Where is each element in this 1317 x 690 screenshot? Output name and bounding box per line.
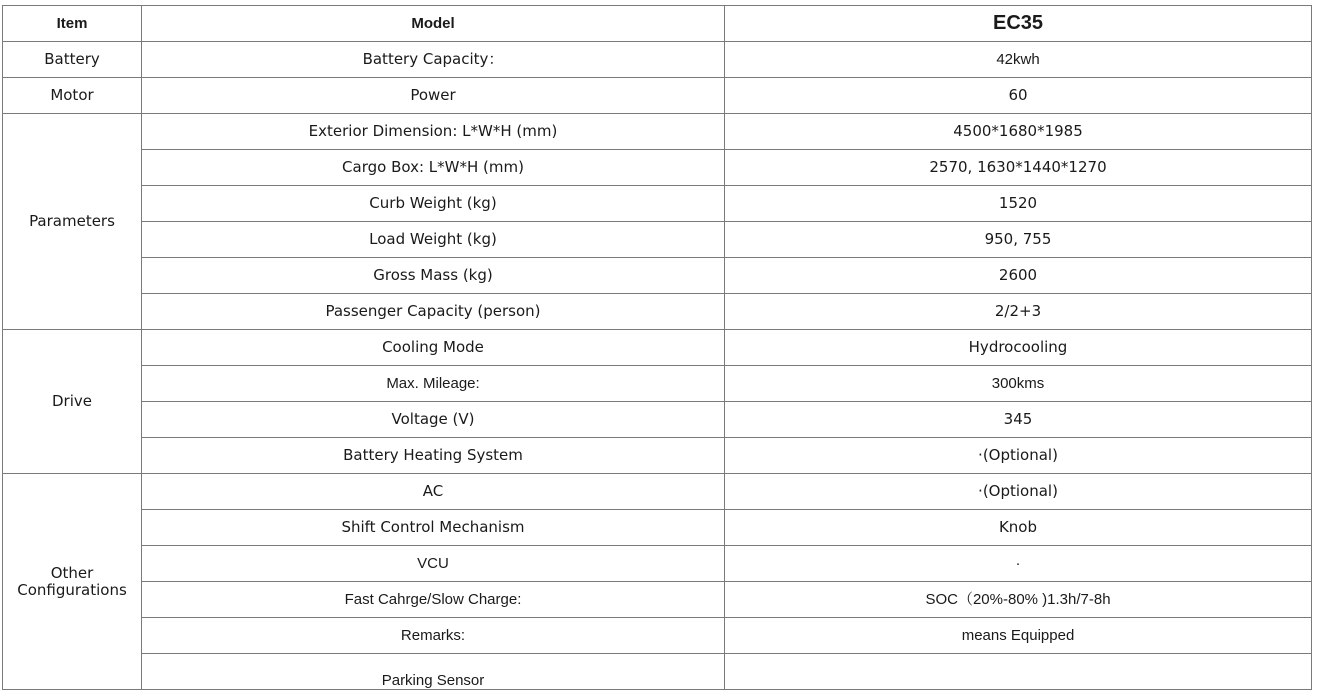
table-row bbox=[3, 114, 1312, 150]
table-row bbox=[3, 186, 1312, 222]
group-label-drive: Drive bbox=[3, 330, 142, 474]
table-row bbox=[3, 474, 1312, 510]
spec-label: Cargo Box: L*W*H (mm) bbox=[142, 150, 725, 186]
spec-value: 60 bbox=[725, 78, 1312, 114]
spec-label: AC bbox=[142, 474, 725, 510]
spec-label: Exterior Dimension: L*W*H (mm) bbox=[142, 114, 725, 150]
spec-value: 42kwh bbox=[725, 42, 1312, 78]
spec-label: Remarks: bbox=[142, 618, 725, 654]
header-model-name: EC35 bbox=[725, 6, 1312, 42]
spec-label: Passenger Capacity (person) bbox=[142, 294, 725, 330]
table-row bbox=[3, 366, 1312, 402]
table-row bbox=[3, 294, 1312, 330]
spec-value: SOC（20%-80% )1.3h/7-8h bbox=[725, 582, 1312, 618]
table-row bbox=[3, 654, 1312, 690]
spec-table bbox=[2, 5, 1312, 690]
spec-value: 2570, 1630*1440*1270 bbox=[725, 150, 1312, 186]
spec-value: 4500*1680*1985 bbox=[725, 114, 1312, 150]
group-label-motor: Motor bbox=[3, 78, 142, 114]
table-row bbox=[3, 258, 1312, 294]
spec-label: Voltage (V) bbox=[142, 402, 725, 438]
header-model: Model bbox=[142, 6, 725, 42]
header-row bbox=[3, 6, 1312, 42]
group-label-parameters: Parameters bbox=[3, 114, 142, 330]
table-row bbox=[3, 78, 1312, 114]
spec-value: 950, 755 bbox=[725, 222, 1312, 258]
spec-label: Battery Heating System bbox=[142, 438, 725, 474]
table-row bbox=[3, 546, 1312, 582]
table-row bbox=[3, 510, 1312, 546]
spec-value: 2600 bbox=[725, 258, 1312, 294]
table-row bbox=[3, 330, 1312, 366]
spec-value: · bbox=[725, 546, 1312, 582]
table-row bbox=[3, 42, 1312, 78]
spec-label: Battery Capacity： bbox=[142, 42, 725, 78]
spec-value: Knob bbox=[725, 510, 1312, 546]
table-row bbox=[3, 150, 1312, 186]
table-row bbox=[3, 438, 1312, 474]
spec-label: Cooling Mode bbox=[142, 330, 725, 366]
table-row bbox=[3, 402, 1312, 438]
spec-label: VCU bbox=[142, 546, 725, 582]
spec-value: means Equipped bbox=[725, 618, 1312, 654]
spec-label: Shift Control Mechanism bbox=[142, 510, 725, 546]
group-label-battery: Battery bbox=[3, 42, 142, 78]
spec-value: ·(Optional) bbox=[725, 474, 1312, 510]
table-row bbox=[3, 582, 1312, 618]
spec-value: 300kms bbox=[725, 366, 1312, 402]
table-row bbox=[3, 222, 1312, 258]
spec-value bbox=[725, 654, 1312, 690]
table-row bbox=[3, 618, 1312, 654]
spec-label: Fast Cahrge/Slow Charge: bbox=[142, 582, 725, 618]
spec-value: 2/2+3 bbox=[725, 294, 1312, 330]
spec-value: 1520 bbox=[725, 186, 1312, 222]
header-item: Item bbox=[3, 6, 142, 42]
spec-label: Load Weight (kg) bbox=[142, 222, 725, 258]
spec-label: Gross Mass (kg) bbox=[142, 258, 725, 294]
spec-label: Max. Mileage: bbox=[142, 366, 725, 402]
spec-value: ·(Optional) bbox=[725, 438, 1312, 474]
spec-label bbox=[142, 654, 725, 690]
spec-label: Power bbox=[142, 78, 725, 114]
group-label-other: Other Configurations bbox=[3, 474, 142, 690]
spec-label-text: Parking Sensor bbox=[381, 672, 485, 689]
spec-label: Curb Weight (kg) bbox=[142, 186, 725, 222]
spec-value: Hydrocooling bbox=[725, 330, 1312, 366]
spec-value: 345 bbox=[725, 402, 1312, 438]
